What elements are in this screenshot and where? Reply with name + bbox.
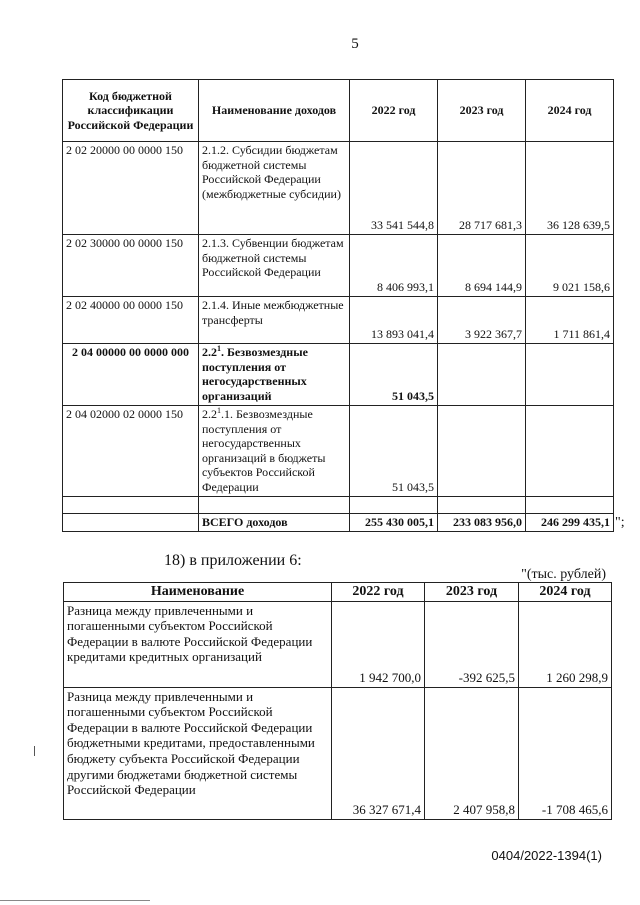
- header-2023: 2023 год: [438, 80, 526, 142]
- header-name: Наименование доходов: [199, 80, 350, 142]
- value-2023: [438, 406, 526, 497]
- value-2023: -392 625,5: [425, 601, 519, 687]
- value-2022: 33 541 544,8: [350, 142, 438, 235]
- name-cell: 2.1.4. Иные межбюджетные трансферты: [199, 297, 350, 344]
- total-2024: 246 299 435,1: [526, 513, 614, 531]
- empty-cell: [526, 496, 614, 513]
- total-code-cell: [63, 513, 199, 531]
- name-cell: 2.1.2. Субсидии бюджетам бюджетной системы Российской Федерации (межбюджетные субсидии): [199, 142, 350, 235]
- scan-mark: [0, 900, 150, 901]
- value-2022: 13 893 041,4: [350, 297, 438, 344]
- code-cell: 2 04 02000 02 0000 150: [63, 406, 199, 497]
- scan-mark: [34, 746, 35, 756]
- empty-cell: [63, 496, 199, 513]
- header-code: Код бюджетной классификации Российской Федерации: [63, 80, 199, 142]
- table-row: [63, 142, 614, 235]
- total-label: ВСЕГО доходов: [199, 513, 350, 531]
- value-2023: [438, 344, 526, 406]
- value-2024: 9 021 158,6: [526, 235, 614, 297]
- code-cell: 2 02 40000 00 0000 150: [63, 297, 199, 344]
- empty-row: [63, 496, 614, 513]
- header-name: Наименование: [64, 583, 332, 602]
- value-2022: 36 327 671,4: [332, 687, 425, 819]
- name-cell: $2.2^1.1$. Безвозмездные поступления от негосударственных организаций в бюджеты субъектов Российской Федерации: [199, 406, 350, 497]
- table-row: [63, 344, 614, 406]
- code-cell: 2 02 20000 00 0000 150: [63, 142, 199, 235]
- table-row: [63, 297, 614, 344]
- section-intro: 18) в приложении 6:: [164, 552, 302, 569]
- table-row: [64, 601, 612, 687]
- header-2024: 2024 год: [519, 583, 612, 602]
- value-2024: [526, 344, 614, 406]
- value-2024: [526, 406, 614, 497]
- value-2024: 1 260 298,9: [519, 601, 612, 687]
- empty-cell: [199, 496, 350, 513]
- closing-quote: ";: [615, 515, 625, 530]
- header-2024: 2024 год: [526, 80, 614, 142]
- table-row: [63, 406, 614, 497]
- name-cell: $2.2^1$. Безвозмездные поступления от негосударственных организаций: [199, 344, 350, 406]
- value-2022: 51 043,5: [350, 406, 438, 497]
- financing-table: [63, 582, 612, 820]
- value-2022: 51 043,5: [350, 344, 438, 406]
- value-2023: 8 694 144,9: [438, 235, 526, 297]
- total-row: [63, 513, 614, 531]
- header-2023: 2023 год: [425, 583, 519, 602]
- name-cell: 2.1.3. Субвенции бюджетам бюджетной системы Российской Федерации: [199, 235, 350, 297]
- value-2024: -1 708 465,6: [519, 687, 612, 819]
- value-2024: 1 711 861,4: [526, 297, 614, 344]
- table-header-row: [63, 80, 614, 142]
- value-2024: 36 128 639,5: [526, 142, 614, 235]
- header-2022: 2022 год: [350, 80, 438, 142]
- table-row: [64, 687, 612, 819]
- value-2022: 1 942 700,0: [332, 601, 425, 687]
- empty-cell: [438, 496, 526, 513]
- value-2023: 3 922 367,7: [438, 297, 526, 344]
- total-2022: 255 430 005,1: [350, 513, 438, 531]
- revenue-table: [62, 79, 614, 532]
- units-label: "(тыс. рублей): [521, 567, 606, 582]
- code-cell: 2 02 30000 00 0000 150: [63, 235, 199, 297]
- value-2023: 2 407 958,8: [425, 687, 519, 819]
- document-number: 0404/2022-1394(1): [491, 848, 602, 863]
- value-2022: 8 406 993,1: [350, 235, 438, 297]
- name-cell: Разница между привлеченными и погашенными субъектом Российской Федерации в валюте Российской Федерации бюджетными кредитами, предоставленными бюджету субъекта Российской Федерации другими бюджетами бюджетной системы Российской Федерации: [64, 687, 332, 819]
- header-2022: 2022 год: [332, 583, 425, 602]
- empty-cell: [350, 496, 438, 513]
- table-header-row: [64, 583, 612, 602]
- code-cell: 2 04 00000 00 0000 000: [63, 344, 199, 406]
- value-2023: 28 717 681,3: [438, 142, 526, 235]
- total-2023: 233 083 956,0: [438, 513, 526, 531]
- table-row: [63, 235, 614, 297]
- page-number: 5: [351, 36, 359, 52]
- name-cell: Разница между привлеченными и погашенными субъектом Российской Федерации в валюте Российской Федерации кредитами кредитных организаций: [64, 601, 332, 687]
